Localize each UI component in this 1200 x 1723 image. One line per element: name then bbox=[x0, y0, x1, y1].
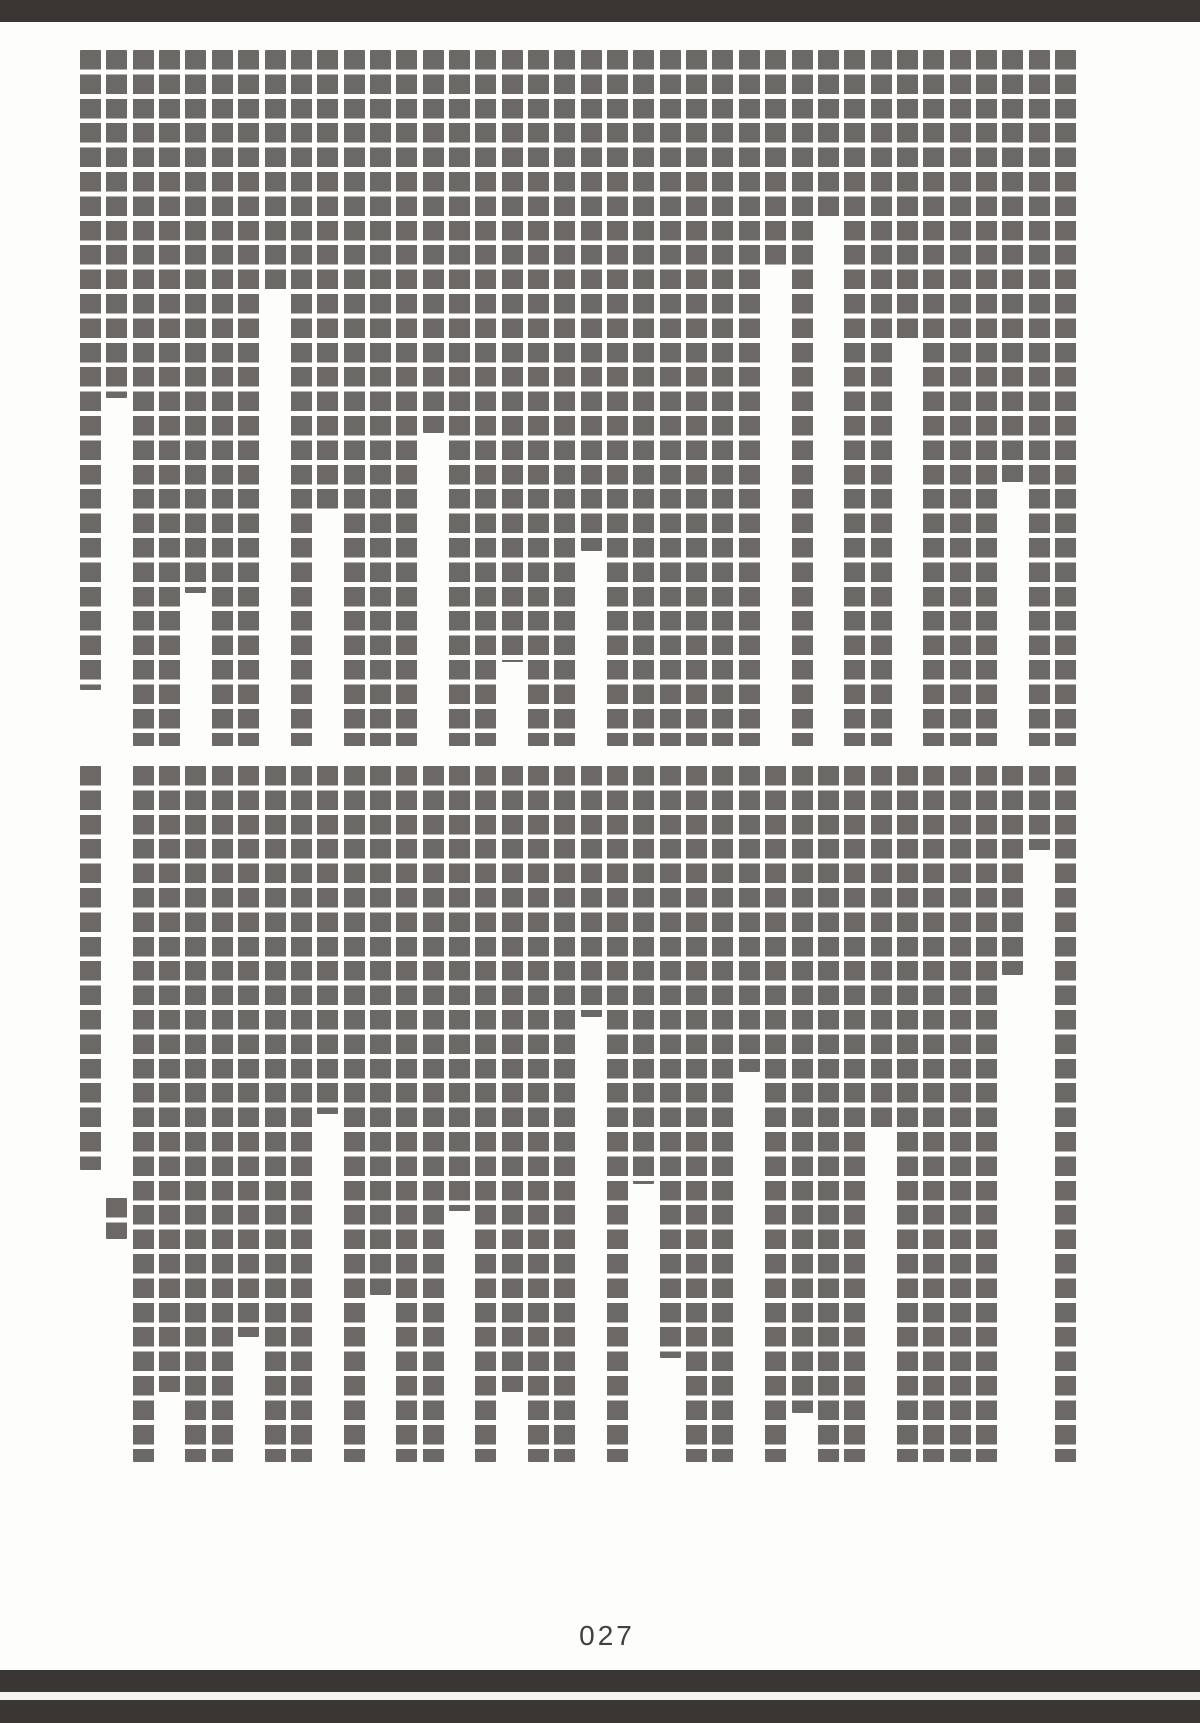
redacted-text-column bbox=[581, 50, 602, 551]
redacted-text-column bbox=[1055, 50, 1076, 746]
redacted-text-column bbox=[1055, 766, 1076, 1462]
redacted-text-column bbox=[765, 50, 786, 266]
redacted-text-column bbox=[660, 50, 681, 746]
redacted-text-column bbox=[185, 50, 206, 593]
redacted-text-column bbox=[1029, 50, 1050, 746]
redacted-text-column bbox=[133, 50, 154, 746]
text-band-upper bbox=[66, 50, 1076, 746]
redacted-text-column bbox=[80, 50, 101, 690]
redacted-text-column bbox=[633, 766, 654, 1184]
redacted-text-column bbox=[133, 766, 154, 1462]
redacted-text-column bbox=[607, 766, 628, 1462]
redacted-text-column bbox=[502, 50, 523, 662]
scan-edge-top bbox=[0, 0, 1200, 22]
redacted-text-column bbox=[449, 766, 470, 1211]
redacted-text-column bbox=[1002, 766, 1023, 975]
redacted-text-column bbox=[818, 766, 839, 1462]
redacted-text-column bbox=[1002, 50, 1023, 482]
text-band-lower bbox=[66, 766, 1076, 1462]
redacted-text-column bbox=[344, 766, 365, 1462]
scan-edge-gap bbox=[0, 1692, 1200, 1700]
page-number: 027 bbox=[579, 1620, 635, 1651]
redacted-text-column bbox=[976, 766, 997, 1462]
redacted-text-column bbox=[265, 50, 286, 294]
redacted-text-column bbox=[423, 50, 444, 433]
redacted-text-column bbox=[106, 1198, 127, 1240]
redacted-text-column bbox=[238, 50, 259, 746]
redacted-text-column bbox=[686, 766, 707, 1462]
redacted-text-column bbox=[475, 766, 496, 1462]
redacted-text-column bbox=[475, 50, 496, 746]
redacted-text-column bbox=[185, 766, 206, 1462]
redacted-text-column bbox=[712, 766, 733, 1462]
scan-edge-bottom-bar bbox=[0, 1670, 1200, 1692]
redacted-text-column bbox=[528, 766, 549, 1462]
redacted-text-column bbox=[291, 50, 312, 746]
redacted-text-column bbox=[238, 766, 259, 1337]
redacted-text-column bbox=[897, 766, 918, 1462]
redacted-text-column bbox=[265, 766, 286, 1462]
redacted-text-column bbox=[396, 766, 417, 1462]
redacted-text-column bbox=[792, 766, 813, 1413]
redacted-text-column bbox=[212, 766, 233, 1462]
redacted-text-column bbox=[396, 50, 417, 746]
redacted-text-column bbox=[871, 766, 892, 1128]
redacted-text-column bbox=[449, 50, 470, 746]
redacted-text-column bbox=[871, 50, 892, 746]
redacted-text-column bbox=[739, 766, 760, 1072]
redacted-text-column bbox=[581, 766, 602, 1017]
redacted-text-column bbox=[712, 50, 733, 746]
scan-edge-bottom-edge bbox=[0, 1700, 1200, 1723]
redacted-text-column bbox=[554, 766, 575, 1462]
redacted-text-column bbox=[344, 50, 365, 746]
redacted-text-column bbox=[897, 50, 918, 342]
redacted-text-column bbox=[106, 50, 127, 398]
redacted-text-column bbox=[818, 50, 839, 217]
redacted-text-column bbox=[159, 766, 180, 1392]
redacted-text-column bbox=[765, 766, 786, 1462]
redacted-text-column bbox=[80, 766, 101, 1170]
redacted-text-column bbox=[844, 766, 865, 1462]
redacted-text-column bbox=[923, 50, 944, 746]
redacted-text-column bbox=[923, 766, 944, 1462]
redacted-text-column bbox=[1029, 766, 1050, 850]
redacted-text-column bbox=[502, 766, 523, 1392]
redacted-text-column bbox=[686, 50, 707, 746]
redacted-text-column bbox=[291, 766, 312, 1462]
redacted-text-column bbox=[554, 50, 575, 746]
redacted-text-column bbox=[633, 50, 654, 746]
redacted-text-column bbox=[844, 50, 865, 746]
redacted-text-column bbox=[212, 50, 233, 746]
redacted-text-column bbox=[159, 50, 180, 746]
redacted-text-column bbox=[317, 766, 338, 1114]
redacted-text-column bbox=[423, 766, 444, 1462]
redacted-text-column bbox=[950, 766, 971, 1462]
redacted-text-column bbox=[739, 50, 760, 746]
redacted-text-column bbox=[370, 766, 391, 1295]
redacted-text-column bbox=[976, 50, 997, 746]
redacted-text-column bbox=[317, 50, 338, 509]
redacted-text-column bbox=[607, 50, 628, 746]
redacted-text-column bbox=[660, 766, 681, 1358]
redacted-text-column bbox=[792, 50, 813, 746]
redacted-text-column bbox=[370, 50, 391, 746]
redacted-text-column bbox=[950, 50, 971, 746]
redacted-text-column bbox=[528, 50, 549, 746]
